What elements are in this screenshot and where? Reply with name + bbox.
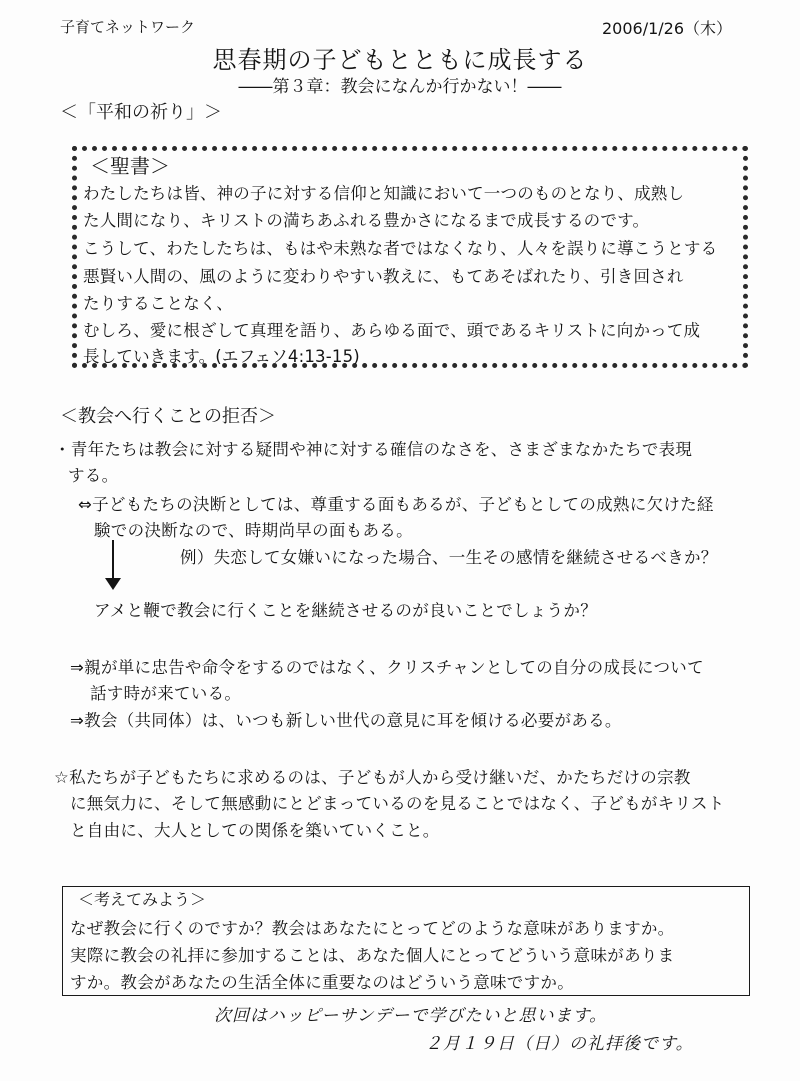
prayer-heading: ＜「平和の祈り」＞ bbox=[60, 102, 222, 123]
think-heading: ＜考えてみよう＞ bbox=[78, 890, 207, 909]
down-arrow-icon bbox=[112, 540, 114, 580]
organization-name: 子育てネットワーク bbox=[60, 18, 196, 36]
body-line: 話す時が来ている。 bbox=[90, 684, 242, 703]
scripture-heading: ＜聖書＞ bbox=[90, 154, 170, 178]
body-line: ⇒親が単に忠告や命令をするのではなく、クリスチャンとしての自分の成長について bbox=[70, 658, 704, 677]
scripture-line: 長していきます。(エフェソ4:13-15) bbox=[83, 347, 360, 366]
closing-line: ２月１９日（日）の礼拝後です。 bbox=[425, 1034, 694, 1054]
question-line: アメと鞭で教会に行くことを継続させるのが良いことでしょうか？ bbox=[94, 601, 598, 620]
body-line: ⇒教会（共同体）は、いつも新しい世代の意見に耳を傾ける必要がある。 bbox=[70, 711, 622, 730]
body-line: 験での決断なので、時期尚早の面もある。 bbox=[94, 521, 413, 540]
star-line: に無気力に、そして無感動にとどまっているのを見ることではなく、子どもがキリスト bbox=[70, 794, 725, 813]
star-line: ☆私たちが子どもたちに求めるのは、子どもが人から受け継いだ、かたちだけの宗教 bbox=[54, 768, 691, 787]
example-line: 例）失恋して女嫌いになった場合、一生その感情を継続させるべきか？ bbox=[180, 548, 718, 567]
section-heading: ＜教会へ行くことの拒否＞ bbox=[60, 406, 276, 427]
arrow-head-icon bbox=[105, 578, 121, 590]
scripture-line: むしろ、愛に根ざして真理を語り、あらゆる面で、頭であるキリストに向かって成 bbox=[83, 321, 701, 340]
scripture-line: わたしたちは皆、神の子に対する信仰と知識において一つのものとなり、成熟し bbox=[83, 184, 685, 203]
think-line: 実際に教会の礼拝に参加することは、あなた個人にとってどういう意味がありま bbox=[70, 946, 675, 965]
document-date: 2006/1/26（木） bbox=[602, 19, 733, 38]
star-line: と自由に、大人としての関係を築いていくこと。 bbox=[70, 821, 440, 840]
body-line: ⇔子どもたちの決断としては、尊重する面もあるが、子どもとしての成熟に欠けた経 bbox=[78, 495, 714, 514]
scripture-line: たりすることなく、 bbox=[83, 294, 233, 313]
think-line: なぜ教会に行くのですか？教会はあなたにとってどのような意味がありますか。 bbox=[70, 919, 675, 938]
think-line: すか。教会があなたの生活全体に重要なのはどういう意味ですか。 bbox=[70, 973, 574, 992]
body-line: する。 bbox=[68, 466, 119, 485]
body-line: ・青年たちは教会に対する疑問や神に対する確信のなさを、さまざまなかたちで表現 bbox=[54, 440, 693, 459]
closing-line: 次回はハッピーサンデーで学びたいと思います。 bbox=[214, 1006, 608, 1026]
scripture-line: た人間になり、キリストの満ちあふれる豊かさになるまで成長するのです。 bbox=[83, 211, 650, 230]
document-subtitle: ――第３章：教会になんか行かない！―― bbox=[238, 77, 562, 97]
scripture-line: 悪賢い人間の、風のように変わりやすい教えに、もてあそばれたり、引き回され bbox=[83, 267, 684, 286]
scripture-line: こうして、わたしたちは、もはや未熟な者ではなくなり、人々を誤りに導こうとする bbox=[83, 239, 718, 258]
document-title: 思春期の子どもとともに成長する bbox=[212, 46, 588, 74]
